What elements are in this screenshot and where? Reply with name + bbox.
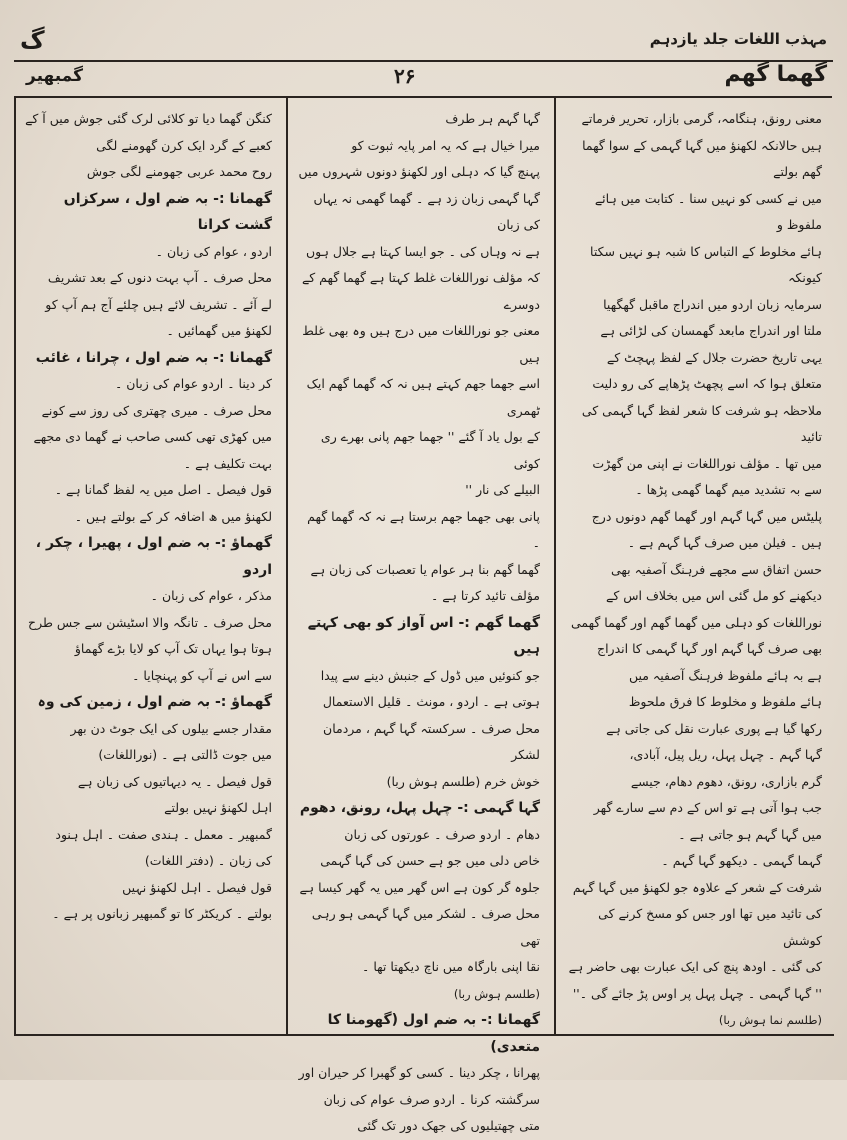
text-line: مقدار جسے بیلوں کی ایک جوٹ دن بھر xyxy=(70,720,272,736)
text-line: سرمایہ زبان اردو میں اندراج ماقبل گھگھیا xyxy=(603,296,822,312)
text-line: حسن اتفاق سے مجھے فرہنگ آصفیہ بھی xyxy=(611,561,822,577)
text-line: کعبے کے گرد ایک کرن گھومنے لگی xyxy=(96,137,272,153)
text-line: ہائے مخلوط کے التباس کا شبہ ہو نہیں سکتا کیونکہ xyxy=(590,243,822,285)
text-line: پھرانا ، چکر دینا ۔ کسی کو گھبرا کر حیران اور xyxy=(298,1065,540,1080)
text-line: سے اس نے آپ کو پہنچایا ۔ xyxy=(132,667,272,683)
column-right xyxy=(554,98,832,1036)
text-line: ہیں حالانکہ لکھنؤ میں گہا گہمی کے سوا گھما گھم بولتے xyxy=(582,137,822,179)
frame-bottom-rule xyxy=(14,1034,834,1036)
text-line: گھما گھم بنا ہر عوام یا تعصبات کی زبان ہے xyxy=(310,561,540,577)
text-line: میں کھڑی تھی کسی صاحب نے گھما دی مجھے xyxy=(33,429,272,444)
text-line: لے آئے ۔ تشریف لائے ہیں چلئے آج ہم آپ کو xyxy=(45,296,272,312)
text-line: گھما گھم :- اس آواز کو بھی کہتے ہیں xyxy=(307,614,540,657)
text-line: ملاحظہ ہو شرفت کا شعر لفظ گہا گہمی کی تائید xyxy=(581,402,822,444)
text-line: میں نے کسی کو نہیں سنا ۔ کتابت میں ہائے ملفوظ و xyxy=(594,190,822,232)
text-line: سے بہ تشدید میم گھما گھمی پڑھا ۔ xyxy=(635,482,822,497)
text-line: سرگشتہ کرنا ۔ اردو صرف عوام کی زبان xyxy=(323,1091,540,1107)
text-line: محل صرف ۔ میری چھتری کی روز سے کونے xyxy=(41,402,272,418)
text-line: لکھنؤ میں ھ اضافہ کر کے بولتے ہیں ۔ xyxy=(74,508,272,524)
text-line: گھمانا :- بہ ضم اول ، چرانا ، غائب xyxy=(35,349,272,366)
text-line: میں جوت ڈالتی ہے ۔ (نوراللغات) xyxy=(98,747,272,762)
text-line: '' گہا گہمی ۔ چہل پہل پر اوس پڑ جائے گی ۔'' xyxy=(572,985,822,1001)
text-line: دھام ۔ اردو صرف ۔ عورتوں کی زبان xyxy=(344,826,540,842)
text-line: گھمانا :- بہ ضم اول (گھومنا کا متعدی) xyxy=(327,1012,540,1055)
text-line: گہا گہمی زبان زد ہے ۔ گھما گھمی نہ یہاں کی زبان xyxy=(313,190,540,232)
text-line: ہائے ملفوظ و مخلوط کا فرق ملحوظ xyxy=(628,694,822,709)
text-line: قول فیصل ۔ اہل لکھنؤ نہیں xyxy=(122,879,272,895)
text-line: گھماؤ :- بہ ضم اول ، زمین کی وہ xyxy=(37,694,272,710)
text-line: (طلسم نما ہوش ربا) xyxy=(718,1013,822,1027)
text-line: گھماؤ :- بہ ضم اول ، پھیرا ، چکر ، اردو xyxy=(35,535,272,578)
text-line: قول فیصل ۔ اصل میں یہ لفظ گمانا ہے ۔ xyxy=(54,482,272,497)
text-line: کے بول یاد آ گئے '' جھما جھم پانی بھرے ری کوئی xyxy=(320,429,540,471)
text-line: کہ مؤلف نوراللغات غلط کہتا ہے گھما گھم کے دوسرے xyxy=(301,270,540,312)
text-line: محل صرف ۔ سرکستہ گہا گہم ، مردمان لشکر xyxy=(323,720,540,762)
text-line: کی تائید میں تھا اور جس کو مسخ کرنے کی کوشش xyxy=(598,906,822,948)
text-line: جب ہوا آتی ہے تو اس کے دم سے سارے گھر xyxy=(593,800,822,815)
text-line: متعلق ہوا کہ اسے پچھٹ پڑھاپے کی رو دلیت xyxy=(592,376,822,391)
text-line: بہت تکلیف ہے ۔ xyxy=(183,455,272,471)
text-line: جلوہ گر کون ہے اس گھر میں یہ گھر کیسا ہے xyxy=(299,879,540,895)
column-left xyxy=(14,98,282,1036)
text-line: ہے نہ وہاں کی ۔ جو ایسا کہتا ہے جلال ہوں xyxy=(305,243,540,259)
text-line: دیکھنے کو مل گئی اس میں بخلاف اس کے xyxy=(606,588,822,603)
text-line: معنی رونق، ہنگامہ، گرمی بازار، تحریر فرماتے xyxy=(581,111,822,126)
running-header xyxy=(14,26,833,62)
text-line: میرا خیال ہے کہ یہ امر پایہ ثبوت کو xyxy=(351,137,540,153)
text-line: میں گہا گہم ہو جاتی ہے ۔ xyxy=(678,826,822,842)
text-line: گھمانا :- بہ ضم اول ، سرکزاں گشت کرانا xyxy=(63,190,272,233)
text-line: کر دینا ۔ اردو عوام کی زبان ۔ xyxy=(114,376,272,391)
text-line: محل صرف ۔ لشکر میں گہا گہمی ہو رہی تھی xyxy=(311,906,540,948)
text-line: گہما گہمی ۔ دیکھو گہا گہم ۔ xyxy=(661,853,822,868)
text-line: مذکر ، عوام کی زبان ۔ xyxy=(150,588,272,603)
text-line: نقا اپنی بارگاہ میں ناچ دیکھتا تھا ۔ xyxy=(362,959,540,974)
text-line: قول فیصل ۔ یہ دیہاتیوں کی زبان ہے xyxy=(77,773,272,789)
book-title: مہذب اللغات جلد یازدہم xyxy=(649,30,827,48)
text-line: اہل لکھنؤ نہیں بولتے xyxy=(164,800,272,815)
text-line: البیلے کی نار '' xyxy=(465,482,540,497)
text-line: محل صرف ۔ تانگہ والا اسٹیشن سے جس طرح xyxy=(28,614,272,630)
text-line: بھی صرف گہا گہم اور گہا گہمی کا اندراج xyxy=(597,641,822,656)
text-frame xyxy=(14,96,832,1133)
text-line: رکھا گیا ہے پوری عبارت نقل کی جاتی ہے xyxy=(606,720,822,736)
text-line: پانی بھی جھما جھم برستا ہے نہ کہ گھما گھم ۔ xyxy=(307,508,540,550)
section-letter: گ xyxy=(20,26,45,54)
catchword-last: گمبھیر xyxy=(26,66,83,86)
text-line: میں تھا ۔ مؤلف نوراللغات نے اپنی من گھڑت xyxy=(592,455,822,471)
text-line: گہا گہمی :- چہل پہل، رونق، دھوم xyxy=(299,800,540,816)
text-line: (طلسم ہوش ربا) xyxy=(453,986,540,1001)
text-line: متی چھتیلیوں کی جھک دور تک گئی xyxy=(357,1118,540,1133)
page-number: ۲۶ xyxy=(394,64,416,88)
text-line: معنی جو نوراللغات میں درج ہیں وہ بھی غلط ہیں xyxy=(302,323,540,365)
text-line: اسے جھما جھم کہتے ہیں نہ کہ گھما گھم ایک ٹھمری xyxy=(306,376,540,418)
text-line: کنگن گھما دیا تو کلائی لرک گئی جوش میں آ کے xyxy=(25,111,272,126)
text-line: کی گئی ۔ اودھ پنچ کی ایک عبارت بھی حاضر ہے xyxy=(568,959,822,974)
text-line: جو کنوئیں میں ڈول کے جنبش دینے سے پیدا xyxy=(320,667,540,683)
text-line: شرفت کے شعر کے علاوہ جو لکھنؤ میں گہا گہم xyxy=(572,879,822,895)
text-line: کی زبان ۔ (دفتر اللغات) xyxy=(144,853,272,868)
text-line: پہنچ گیا کہ دہلی اور لکھنؤ دونوں شہروں میں xyxy=(298,164,540,179)
text-line: خوش خرم (طلسم ہوش ربا) xyxy=(386,773,540,789)
text-line: اردو ، عوام کی زبان ۔ xyxy=(155,243,272,259)
text-line: ملتا اور اندراج مابعد گھمسان کی لڑائی ہے xyxy=(600,323,822,338)
column-middle xyxy=(286,98,550,1133)
text-line: یہی تاریخ حضرت جلال کے لفظ پہچٹ کے xyxy=(606,349,822,365)
text-line: گمبھیر ۔ معمل ۔ ہندی صفت ۔ اہل ہنود xyxy=(55,826,272,842)
text-line: روح محمد عربی جھومنے لگی جوش xyxy=(86,164,272,179)
text-line: خاص دلی میں جو ہے حسن کی گہا گہمی xyxy=(320,853,540,868)
text-line: محل صرف ۔ آپ بہت دنوں کے بعد تشریف xyxy=(47,270,272,285)
catchword-row xyxy=(14,62,833,96)
text-line: ہوتا ہوا یہاں تک آپ کو لایا بڑے گھماؤ xyxy=(74,641,272,656)
text-line: ہے بہ ہائے ملفوظ فرہنگ آصفیہ میں xyxy=(628,667,822,683)
text-line: گہا گہم ۔ چہل پہل، ریل پیل، آبادی، xyxy=(629,747,822,762)
text-line: ہوتی ہے ۔ اردو ، مونث ۔ قلیل الاستعمال xyxy=(322,694,540,709)
text-line: گہا گہم ہر طرف xyxy=(445,111,540,126)
catchword-first: گھما گھم xyxy=(724,62,827,87)
text-line: پلیٹس میں گہا گہم اور گھما گھم دونوں درج xyxy=(591,508,822,524)
text-line: مؤلف تائید کرتا ہے ۔ xyxy=(430,588,540,603)
text-line: بولتے ۔ کریکٹر کا تو گمبھیر زبانوں پر ہے ۔ xyxy=(52,906,272,921)
text-line: نوراللغات کو دہلی میں گھما گھم اور گھما گھمی xyxy=(570,614,822,630)
text-line: گرم بازاری، رونق، دھوم دھام، جیسے xyxy=(630,773,822,789)
text-line: ہیں ۔ فیلن میں صرف گہا گہم ہے ۔ xyxy=(627,535,822,550)
text-line: لکھنؤ میں گھمائیں ۔ xyxy=(166,323,272,338)
